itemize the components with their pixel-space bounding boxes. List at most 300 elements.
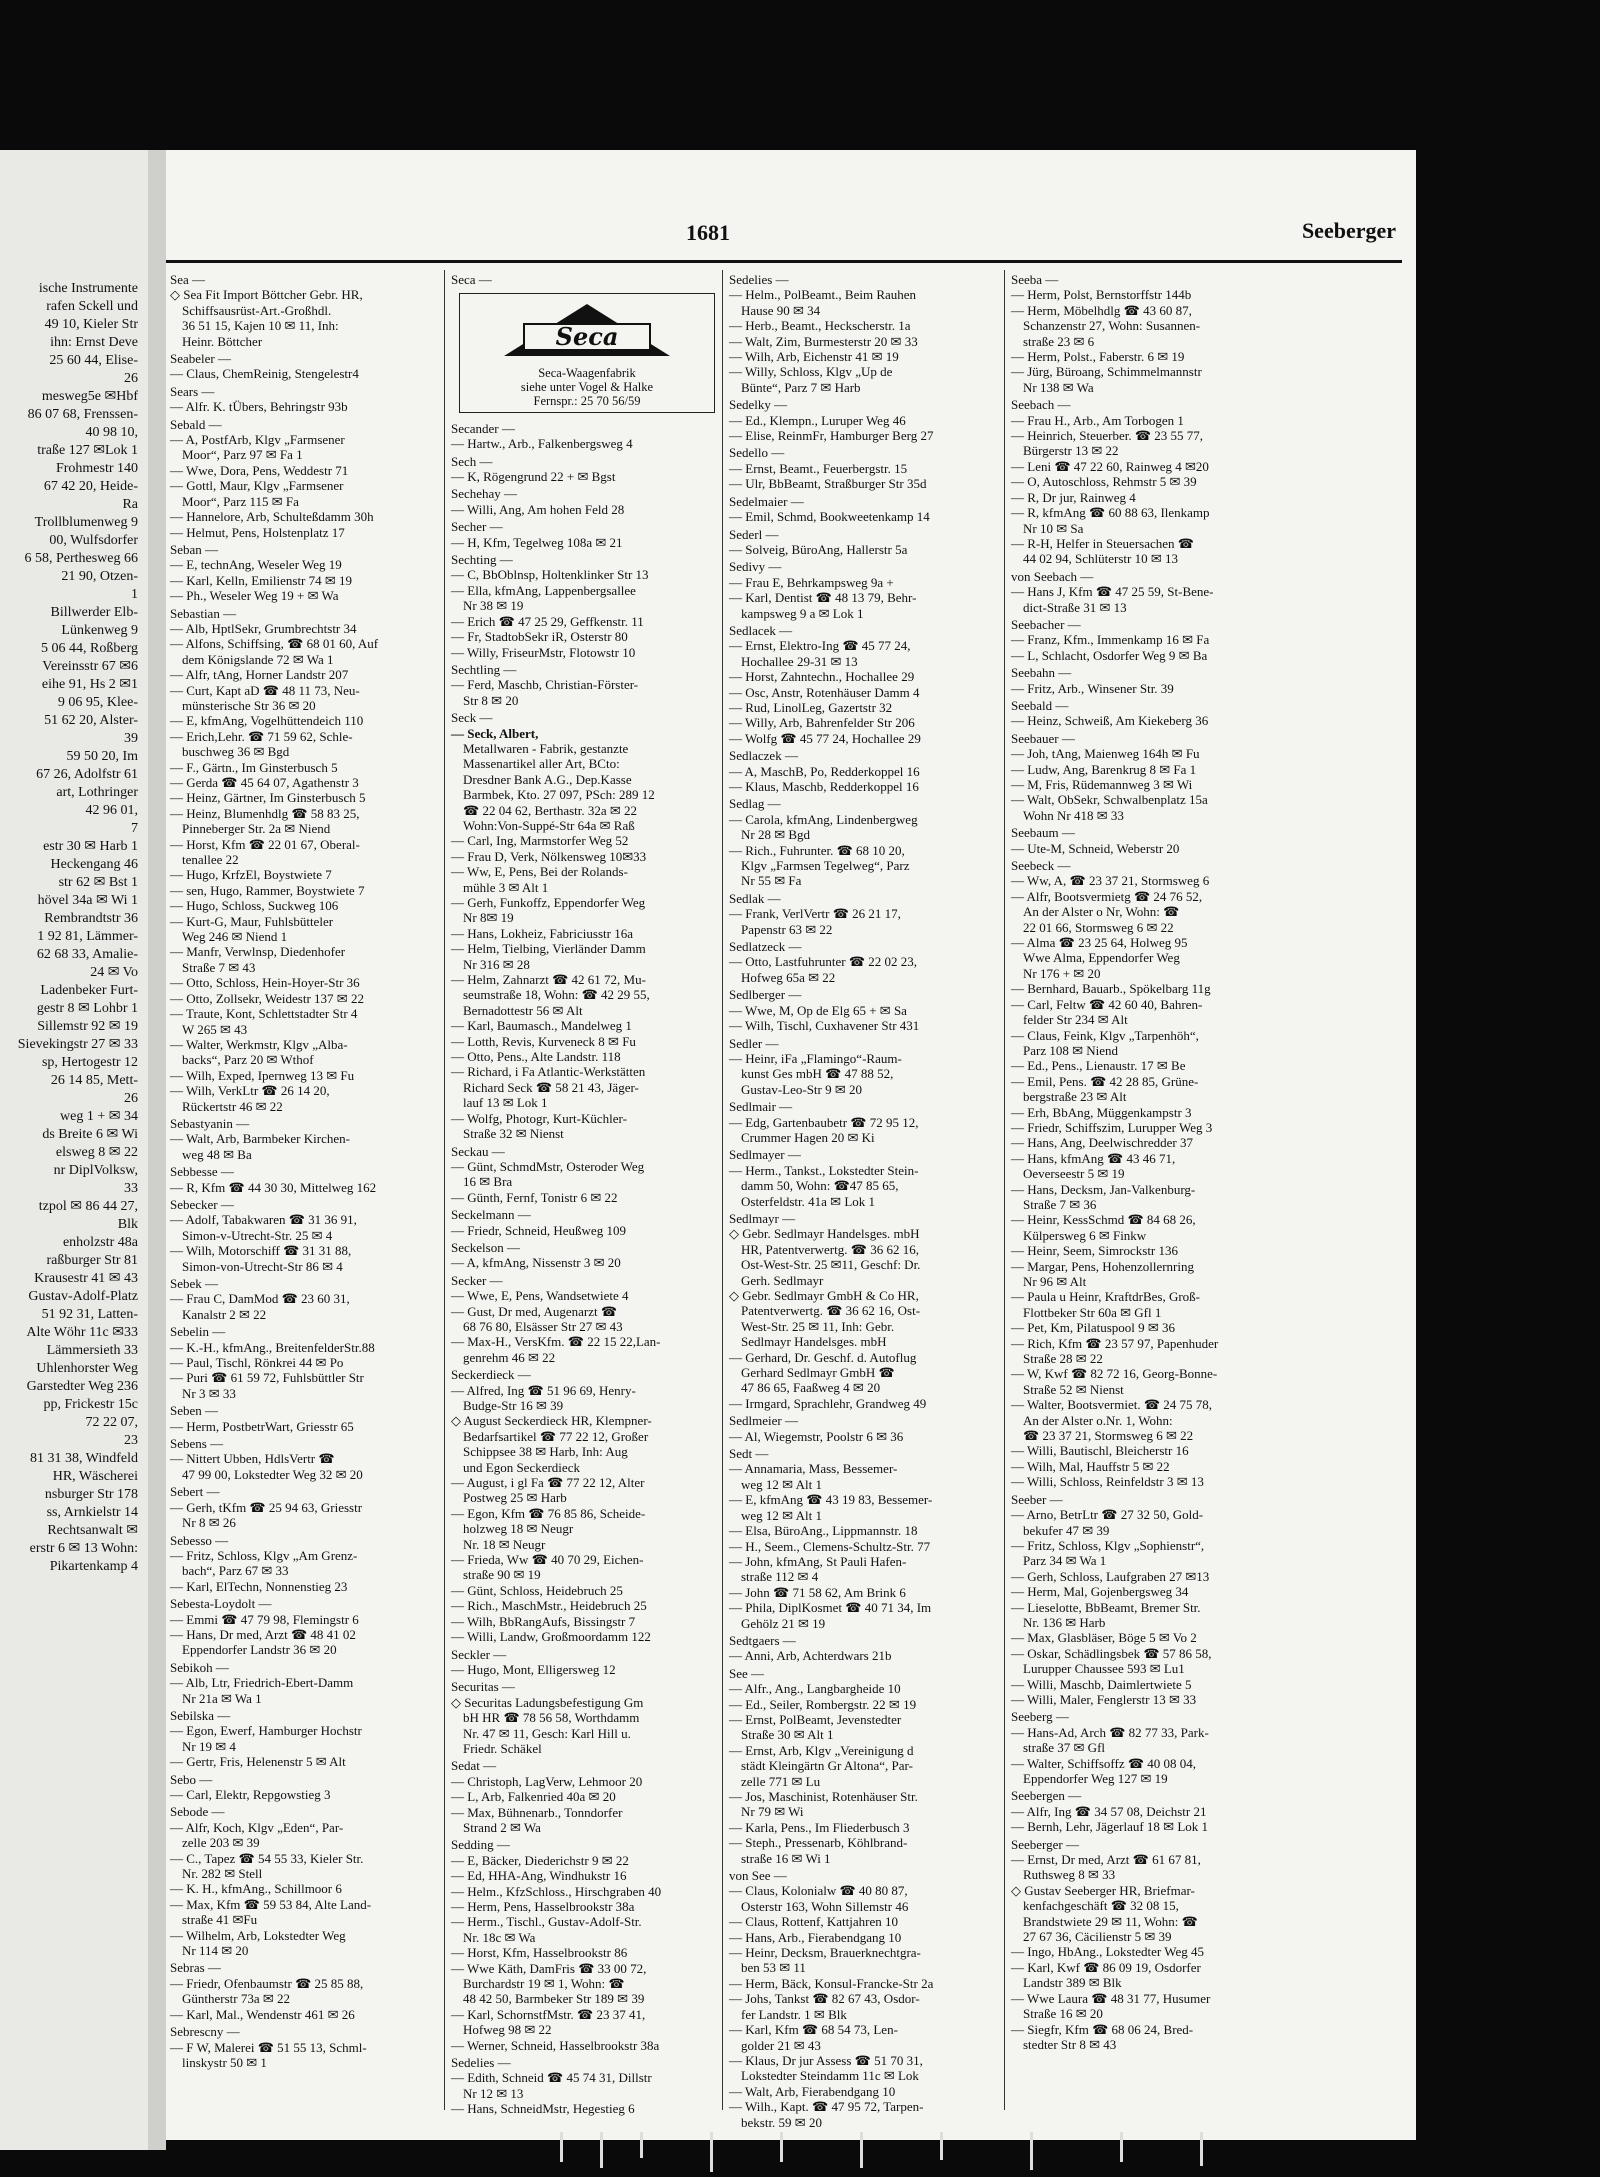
- surname-heading: Sedivy —: [729, 559, 782, 575]
- directory-entry: holzweg 18 ✉ Neugr: [463, 1521, 574, 1537]
- book-gutter: [148, 150, 166, 2150]
- directory-entry: — Horst, Zahntechn., Hochallee 29: [729, 669, 915, 685]
- left-page-line: Ra: [122, 497, 138, 512]
- directory-entry: Nr 55 ✉ Fa: [741, 873, 802, 889]
- surname-heading: Sedlag —: [729, 796, 781, 812]
- surname-heading: Sedlberger —: [729, 987, 802, 1003]
- surname-heading: Sechting —: [451, 552, 513, 568]
- surname-heading: Seckler —: [451, 1646, 507, 1662]
- directory-entry: — Claus, Feink, Klgv „Tarpenhöh“,: [1011, 1027, 1199, 1043]
- surname-heading: Seabeler —: [170, 351, 232, 367]
- surname-heading: Sedelky —: [729, 397, 788, 413]
- directory-entry: — Frau D, Verk, Nölkensweg 10✉33: [451, 848, 647, 864]
- directory-entry: — Willi, Bautischl, Bleicherstr 16: [1011, 1443, 1189, 1459]
- directory-entry: straße 23 ✉ 6: [1023, 333, 1095, 349]
- directory-entry: — Elise, ReinmFr, Hamburger Berg 27: [729, 428, 934, 444]
- surname-heading: Seckelmann —: [451, 1207, 531, 1223]
- directory-entry: straße 41 ✉Fu: [182, 1912, 258, 1928]
- directory-entry: — Carl, Feltw ☎ 42 60 40, Bahren-: [1011, 996, 1203, 1012]
- directory-entry: Nr 96 ✉ Alt: [1023, 1274, 1087, 1289]
- directory-entry: — Otto, Zollsekr, Weidestr 137 ✉ 22: [170, 990, 364, 1006]
- directory-entry: — Nittert Ubben, HdlsVertr ☎: [170, 1451, 335, 1467]
- directory-entry: — Franz, Kfm., Immenkamp 16 ✉ Fa: [1011, 632, 1210, 648]
- directory-entry: — Karla, Pens., Im Fliederbusch 3: [729, 1819, 910, 1835]
- directory-entry: — Ed., Seiler, Rombergstr. 22 ✉ 19: [729, 1696, 917, 1712]
- directory-entry: — Ernst, Dr med, Arzt ☎ 61 67 81,: [1011, 1852, 1201, 1868]
- left-page-line: 5 06 44, Roßberg: [41, 641, 138, 656]
- directory-entry: — Frank, VerlVertr ☎ 26 21 17,: [729, 906, 901, 922]
- directory-entry: — Helm., PolBeamt., Beim Rauhen: [729, 287, 917, 303]
- directory-entry: — E, kfmAng ☎ 43 19 83, Bessemer-: [729, 1492, 933, 1508]
- directory-entry: — Egon, Kfm ☎ 76 85 86, Scheide-: [451, 1505, 646, 1521]
- left-page-line: Alte Wöhr 11c ✉33: [26, 1325, 138, 1340]
- left-page-text: [0, 280, 138, 1576]
- directory-entry: — Max-H., VersKfm. ☎ 22 15 22,Lan-: [451, 1334, 661, 1350]
- left-page-line: Rembrandtstr 36: [44, 911, 138, 926]
- surname-heading: Sebert —: [170, 1484, 220, 1500]
- directory-entry: — C, BbOblnsp, Holtenklinker Str 13: [451, 567, 649, 583]
- directory-entry: — Wwe, M, Op de Elg 65 + ✉ Sa: [729, 1002, 907, 1018]
- directory-entry: Heinr. Böttcher: [182, 333, 263, 349]
- directory-entry: kampsweg 9 a ✉ Lok 1: [741, 605, 864, 621]
- surname-heading: Seban —: [170, 541, 219, 557]
- directory-entry: — Herm., Tischl., Gustav-Adolf-Str.: [451, 1914, 642, 1930]
- directory-entry: Schiffsausrüst-Art.-Großhdl.: [182, 302, 332, 318]
- left-page-line: Billwerder Elb-: [50, 605, 138, 620]
- directory-entry: — Gust, Dr med, Augenarzt ☎: [451, 1303, 618, 1319]
- film-edge-marks: [560, 2132, 1260, 2177]
- directory-entry: — Gerhard, Dr. Geschf. d. Autoflug: [729, 1349, 917, 1365]
- directory-entry: An der Alster o.Nr. 1, Wohn:: [1023, 1412, 1173, 1428]
- surname-heading: Sedding —: [451, 1837, 510, 1853]
- directory-entry: — Christoph, LagVerw, Lehmoor 20: [451, 1773, 643, 1789]
- directory-entry: W 265 ✉ 43: [182, 1021, 248, 1037]
- directory-entry: — A, kfmAng, Nissenstr 3 ✉ 20: [451, 1255, 621, 1271]
- surname-heading: Sedlak —: [729, 890, 781, 906]
- left-page-line: ische Instrumente: [38, 281, 138, 296]
- directory-entry: — Gertr, Fris, Helenenstr 5 ✉ Alt: [170, 1754, 346, 1770]
- directory-entry: Eppendorfer Landstr 36 ✉ 20: [182, 1642, 337, 1658]
- directory-entry: — Hans, SchneidMstr, Hegestieg 6: [451, 2101, 635, 2117]
- header-rule: [166, 260, 1402, 263]
- left-page-line: elsweg 8 ✉ 22: [55, 1145, 138, 1160]
- directory-entry: — Traute, Kont, Schlettstadter Str 4: [170, 1006, 358, 1022]
- left-page-line: 26: [124, 1091, 138, 1106]
- directory-entry: Kanalstr 2 ✉ 22: [182, 1306, 267, 1322]
- directory-entry: — Ed., Klempn., Luruper Weg 46: [729, 412, 906, 428]
- column-2-entries: [451, 421, 723, 2117]
- directory-entry: — Pet, Km, Pilatuspool 9 ✉ 36: [1011, 1320, 1176, 1336]
- directory-entry: Nr 12 ✉ 13: [463, 2085, 524, 2101]
- directory-entry: — Hugo, KrfzEl, Boystwiete 7: [170, 867, 332, 883]
- directory-entry: — K, Rögengrund 22 + ✉ Bgst: [451, 469, 616, 485]
- surname-heading: Seeberg —: [1011, 1709, 1069, 1725]
- directory-entry: Bernadottestr 56 ✉ Alt: [463, 1002, 583, 1018]
- directory-entry: — Lotth, Revis, Kurveneck 8 ✉ Fu: [451, 1033, 636, 1049]
- directory-entry: — R, Kfm ☎ 44 30 30, Mittelweg 162: [170, 1179, 377, 1195]
- directory-entry: Parz 108 ✉ Niend: [1023, 1042, 1119, 1058]
- directory-entry: — Karl, Kwf ☎ 86 09 19, Osdorfer: [1011, 1959, 1201, 1975]
- directory-entry: backs“, Parz 20 ✉ Wthof: [182, 1052, 314, 1068]
- surname-heading: Secker —: [451, 1272, 503, 1288]
- surname-heading: Sedtgaers —: [729, 1632, 796, 1648]
- directory-entry: Brandstwiete 29 ✉ 11, Wohn: ☎: [1023, 1913, 1198, 1929]
- directory-entry: — sen, Hugo, Rammer, Boystwiete 7: [170, 882, 365, 898]
- directory-entry: — Carl, Elektr, Repgowstieg 3: [170, 1787, 331, 1802]
- directory-entry: — Hans, Dr med, Arzt ☎ 48 41 02: [170, 1626, 356, 1642]
- directory-entry: straße 90 ✉ 19: [463, 1567, 541, 1583]
- directory-entry: dem Königslande 72 ✉ Wa 1: [182, 651, 334, 667]
- surname-heading: Seckelson —: [451, 1239, 520, 1255]
- directory-entry: — Walter, Schiffsoffz ☎ 40 08 04,: [1011, 1755, 1197, 1771]
- directory-entry: Parz 34 ✉ Wa 1: [1023, 1553, 1107, 1569]
- directory-entry: stedter Str 8 ✉ 43: [1023, 2036, 1117, 2052]
- surname-heading: Sech —: [451, 453, 493, 469]
- directory-entry: Nr 10 ✉ Sa: [1023, 520, 1084, 536]
- directory-entry: Oeverseestr 5 ✉ 19: [1023, 1166, 1125, 1182]
- directory-entry: — E, technAng, Weseler Weg 19: [170, 557, 342, 573]
- left-page-line: enholzstr 48a: [62, 1235, 138, 1250]
- directory-entry: Crummer Hagen 20 ✉ Ki: [741, 1129, 875, 1145]
- directory-entry: — Gerh, Funkoffz, Eppendorfer Weg: [451, 895, 646, 910]
- surname-heading: Seck —: [451, 710, 493, 726]
- left-page-line: nr DiplVolksw,: [53, 1163, 138, 1178]
- seca-logo-text: Seca: [555, 322, 619, 352]
- directory-entry: — Manfr, Verwlnsp, Diedenhofer: [170, 944, 346, 960]
- directory-entry: — Hugo, Mont, Elligersweg 12: [451, 1661, 616, 1677]
- directory-entry: Külpersweg 6 ✉ Finkw: [1023, 1227, 1147, 1243]
- directory-entry: — W, Kwf ☎ 82 72 16, Georg-Bonne-: [1011, 1366, 1218, 1382]
- directory-entry: — Seck, Albert,: [451, 725, 539, 741]
- directory-entry: Budge-Str 16 ✉ 39: [463, 1398, 564, 1413]
- directory-entry: — Hans J, Kfm ☎ 47 25 59, St-Bene-: [1011, 584, 1214, 600]
- directory-entry: — Margar, Pens, Hohenzollernring: [1011, 1258, 1195, 1274]
- surname-heading: Sea —: [170, 272, 206, 287]
- directory-entry: — O, Autoschloss, Rehmstr 5 ✉ 39: [1011, 474, 1197, 490]
- directory-entry: — Carola, kfmAng, Lindenbergweg: [729, 811, 918, 827]
- directory-entry: — M, Fris, Rüdemannweg 3 ✉ Wi: [1011, 777, 1193, 792]
- directory-entry: — Rich., MaschMstr., Heidebruch 25: [451, 1598, 647, 1614]
- directory-entry: — Herm, Pens, Hasselbrookstr 38a: [451, 1899, 635, 1914]
- directory-entry: Simon-von-Utrecht-Str 86 ✉ 4: [182, 1258, 343, 1274]
- directory-entry: ☎ 22 04 62, Berthastr. 32a ✉ 22: [463, 802, 638, 818]
- running-head: Seeberger: [1301, 218, 1396, 243]
- directory-entry: — Ingo, HbAng., Lokstedter Weg 45: [1011, 1944, 1204, 1960]
- surname-heading: Sederl —: [729, 526, 779, 542]
- directory-entry: — August, i gl Fa ☎ 77 22 12, Alter: [451, 1475, 645, 1491]
- directory-entry: Nr 114 ✉ 20: [182, 1943, 249, 1959]
- left-page-line: 67 26, Adolfstr 61: [36, 767, 138, 782]
- directory-entry: — Rich., Fuhrunter. ☎ 68 10 20,: [729, 842, 905, 858]
- directory-entry: — Heinr, Decksm, Brauerknechtgra-: [729, 1945, 921, 1961]
- directory-entry: — Alb, HptlSekr, Grumbrechtstr 34: [170, 620, 357, 636]
- directory-entry: — Emil, Schmd, Bookweetenkamp 14: [729, 509, 930, 525]
- surname-heading: Sebbesse —: [170, 1164, 234, 1180]
- directory-entry: Straße 7 ✉ 36: [1023, 1196, 1097, 1212]
- directory-entry: Straße 16 ✉ 20: [1023, 2006, 1103, 2022]
- directory-entry: — Willi, Landw, Großmoordamm 122: [451, 1629, 651, 1645]
- directory-entry: buschweg 36 ✉ Bgd: [182, 744, 290, 760]
- directory-entry: genrehm 46 ✉ 22: [463, 1349, 556, 1365]
- directory-entry: — A, PostfArb, Klgv „Farmsener: [170, 432, 345, 448]
- seca-advertisement: [459, 293, 715, 412]
- left-page-line: 00, Wulfsdorfer: [49, 533, 138, 548]
- left-page-line: 23: [124, 1433, 138, 1448]
- directory-entry: — Walt, Arb, Barmbeker Kirchen-: [170, 1131, 350, 1147]
- left-page-line: erstr 6 ✉ 13 Wohn:: [29, 1541, 138, 1556]
- directory-entry: Nr 3 ✉ 33: [182, 1385, 236, 1401]
- left-page-line: 42 96 01,: [85, 803, 138, 818]
- directory-entry: — Frieda, Ww ☎ 40 70 29, Eichen-: [451, 1552, 644, 1568]
- directory-entry: seumstraße 18, Wohn: ☎ 42 29 55,: [463, 987, 650, 1003]
- left-page-line: 62 68 33, Amalie-: [36, 947, 138, 962]
- seca-logo: [502, 302, 672, 358]
- surname-heading: Sedlmair —: [729, 1099, 793, 1115]
- directory-entry: Gerhard Sedlmayr GmbH ☎: [741, 1365, 895, 1381]
- directory-entry: ◇ August Seckerdieck HR, Klempner-: [451, 1413, 652, 1429]
- surname-heading: Sears —: [170, 383, 215, 399]
- directory-entry: Nr 8✉ 19: [463, 910, 514, 926]
- directory-entry: — Rud, LinolLeg, Gazertstr 32: [729, 699, 893, 715]
- left-page-line: Blk: [117, 1217, 138, 1232]
- directory-entry: — C., Tapez ☎ 54 55 33, Kieler Str.: [170, 1850, 364, 1866]
- directory-entry: — F., Gärtn., Im Ginsterbusch 5: [170, 759, 338, 775]
- directory-entry: West-Str. 25 ✉ 11, Inh: Gebr.: [741, 1318, 895, 1334]
- directory-entry: kunst Ges mbH ☎ 47 88 52,: [741, 1066, 894, 1082]
- directory-entry: 36 51 15, Kajen 10 ✉ 11, Inh:: [182, 318, 339, 334]
- directory-entry: — Egon, Ewerf, Hamburger Hochstr: [170, 1723, 362, 1739]
- left-page-line: 9 06 95, Klee-: [57, 695, 138, 710]
- directory-entry: — Paul, Tischl, Rönkrei 44 ✉ Po: [170, 1355, 344, 1371]
- left-page-line: str 62 ✉ Bst 1: [58, 875, 138, 890]
- surname-heading: Sedat —: [451, 1758, 497, 1774]
- directory-entry: — Jürg, Büroang, Schimmelmannstr: [1011, 364, 1202, 380]
- directory-entry: 27 67 36, Cäcilienstr 5 ✉ 39: [1023, 1929, 1172, 1945]
- directory-entry: — Klaus, Maschb, Redderkoppel 16: [729, 779, 919, 794]
- left-page-line: 7: [131, 821, 138, 836]
- left-page-line: 1 92 81, Lämmer-: [37, 929, 138, 944]
- left-page-line: Pikartenkamp 4: [49, 1559, 138, 1574]
- directory-entry: Nr. 18 ✉ Neugr: [463, 1536, 546, 1552]
- surname-heading: Seeber —: [1011, 1491, 1063, 1507]
- directory-entry: städt Kleingärtn Gr Altona“, Par-: [741, 1758, 913, 1774]
- directory-entry: — H., Seem., Clemens-Schultz-Str. 77: [729, 1538, 931, 1554]
- directory-entry: — Günth, Fernf, Tonistr 6 ✉ 22: [451, 1189, 618, 1205]
- directory-entry: — Herm, Polst, Bernstorffstr 144b: [1011, 287, 1192, 303]
- directory-entry: — L, Schlacht, Osdorfer Weg 9 ✉ Ba: [1011, 647, 1208, 663]
- directory-entry: — Fritz, Schloss, Klgv „Am Grenz-: [170, 1547, 358, 1563]
- left-page-line: mesweg5e ✉Hbf: [41, 389, 138, 404]
- directory-entry: — Otto, Schloss, Hein-Hoyer-Str 36: [170, 975, 360, 991]
- left-page-line: 49 10, Kieler Str: [44, 317, 138, 332]
- directory-entry: Flottbeker Str 60a ✉ Gfl 1: [1023, 1304, 1162, 1320]
- directory-entry: Eppendorfer Weg 127 ✉ 19: [1023, 1771, 1168, 1786]
- directory-entry: Postweg 25 ✉ Harb: [463, 1490, 567, 1506]
- directory-entry: Güntherstr 73a ✉ 22: [182, 1991, 291, 2007]
- directory-entry: bergstraße 23 ✉ Alt: [1023, 1089, 1127, 1105]
- left-page-line: 86 07 68, Frenssen-: [27, 407, 138, 422]
- directory-entry: — K. H., kfmAng., Schillmoor 6: [170, 1881, 342, 1897]
- left-page-line: Garstedter Weg 236: [26, 1379, 138, 1394]
- surname-heading: Sebode —: [170, 1804, 225, 1820]
- seca-ad-line2: siehe unter Vogel & Halke: [520, 379, 654, 394]
- directory-entry: — Herm, Möbelhdlg ☎ 43 60 87,: [1011, 302, 1192, 318]
- directory-entry: — Erich ☎ 47 25 29, Geffkenstr. 11: [451, 613, 644, 629]
- directory-entry: 22 01 66, Stormsweg 6 ✉ 22: [1023, 919, 1174, 935]
- directory-entry: — Alfred, Ing ☎ 51 96 69, Henry-: [451, 1382, 636, 1398]
- directory-entry: — Wwe, Dora, Pens, Weddestr 71: [170, 462, 349, 478]
- directory-entry: Straße 30 ✉ Alt 1: [741, 1727, 834, 1743]
- directory-entry: — Ed, HHA-Ang, Windhukstr 16: [451, 1868, 627, 1884]
- left-page-line: Frohmestr 140: [55, 461, 138, 476]
- directory-entry: — Karl, Mal., Wendenstr 461 ✉ 26: [170, 2006, 355, 2022]
- surname-heading: Sedlmayr —: [729, 1210, 796, 1226]
- left-page-line: tzpol ✉ 86 44 27,: [38, 1199, 138, 1214]
- directory-entry: — E, Bäcker, Diederichstr 9 ✉ 22: [451, 1852, 629, 1868]
- left-page-line: HR, Wäscherei: [52, 1469, 138, 1484]
- directory-entry: ◇ Gustav Seeberger HR, Briefmar-: [1011, 1882, 1195, 1898]
- directory-entry: — Frau C, DamMod ☎ 23 60 31,: [170, 1291, 350, 1307]
- directory-entry: 44 02 94, Schlüterstr 10 ✉ 13: [1023, 551, 1178, 567]
- directory-entry: Straße 7 ✉ 43: [182, 959, 256, 975]
- directory-entry: Nr. 18c ✉ Wa: [463, 1929, 536, 1945]
- left-page-line: 67 42 20, Heide-: [43, 479, 138, 494]
- directory-entry: — Alfr. K. tÜbers, Behringstr 93b: [170, 399, 348, 415]
- directory-entry: — Heinr, iFa „Flamingo“-Raum-: [729, 1050, 902, 1066]
- left-page-line: 1: [131, 587, 138, 602]
- directory-entry: — Ludw, Ang, Barenkrug 8 ✉ Fa 1: [1011, 761, 1197, 777]
- directory-entry: — Hans-Ad, Arch ☎ 82 77 33, Park-: [1011, 1724, 1209, 1740]
- directory-entry: Nr 38 ✉ 19: [463, 598, 524, 614]
- directory-entry: — Karl, Kfm ☎ 68 54 73, Len-: [729, 2022, 898, 2038]
- directory-entry: weg 12 ✉ Alt 1: [741, 1476, 822, 1492]
- directory-entry: — Alfr, Bootsvermietg ☎ 24 76 52,: [1011, 888, 1203, 904]
- directory-entry: — Hugo, Schloss, Suckweg 106: [170, 898, 339, 914]
- directory-entry: — Oskar, Schädlingsbek ☎ 57 86 58,: [1011, 1645, 1212, 1661]
- directory-entry: — Herb., Beamt., Heckscherstr. 1a: [729, 318, 911, 334]
- directory-entry: Wwe Alma, Eppendorfer Weg: [1023, 950, 1180, 966]
- directory-entry: — Friedr, Schneid, Heußweg 109: [451, 1222, 626, 1238]
- directory-entry: — Puri ☎ 61 59 72, Fuhlsbüttler Str: [170, 1370, 364, 1386]
- directory-entry: — H, Kfm, Tegelweg 108a ✉ 21: [451, 534, 623, 550]
- directory-entry: — Walter, Werkmstr, Klgv „Alba-: [170, 1036, 348, 1052]
- directory-entry: — Alfr, tAng, Horner Landstr 207: [170, 667, 349, 683]
- directory-entry: Lurupper Chaussee 593 ✉ Lu1: [1023, 1661, 1185, 1677]
- directory-entry: — Herm., Tankst., Lokstedter Stein-: [729, 1162, 919, 1178]
- directory-entry: zelle 203 ✉ 39: [182, 1835, 260, 1851]
- directory-entry: Massenartikel aller Art, BCto:: [463, 756, 620, 772]
- surname-heading: Sebelin —: [170, 1324, 226, 1340]
- directory-entry: — Walter, Bootsvermiet. ☎ 24 75 78,: [1011, 1397, 1213, 1413]
- directory-entry: 47 99 00, Lokstedter Weg 32 ✉ 20: [182, 1466, 363, 1482]
- directory-entry: — Adolf, Tabakwaren ☎ 31 36 91,: [170, 1212, 357, 1228]
- directory-entry: — Wolfg ☎ 45 77 24, Hochallee 29: [729, 730, 921, 746]
- directory-entry: — John ☎ 71 58 62, Am Brink 6: [729, 1584, 906, 1600]
- surname-heading: Sedler —: [729, 1035, 779, 1051]
- directory-entry: — Claus, Rottenf, Kattjahren 10: [729, 1914, 898, 1930]
- directory-entry: bH HR ☎ 78 56 58, Worthdamm: [463, 1710, 640, 1726]
- directory-entry: ◇ Gebr. Sedlmayr Handelsges. mbH: [729, 1226, 920, 1242]
- directory-entry: straße 16 ✉ Wi 1: [741, 1850, 831, 1866]
- directory-entry: — Ph., Weseler Weg 19 + ✉ Wa: [170, 588, 339, 604]
- surname-heading: Seebald —: [1011, 697, 1069, 713]
- directory-entry: — Hans, kfmAng ☎ 43 46 71,: [1011, 1150, 1176, 1166]
- directory-entry: — Erich,Lehr. ☎ 71 59 62, Schle-: [170, 728, 353, 744]
- directory-entry: Hofweg 65a ✉ 22: [741, 969, 836, 985]
- directory-entry: — Bernhard, Bauarb., Spökelbarg 11g: [1011, 981, 1211, 997]
- directory-entry: — Joh, tAng, Maienweg 164h ✉ Fu: [1011, 746, 1200, 762]
- directory-entry: tenallee 22: [182, 852, 239, 868]
- left-page-line: Rechtsanwalt ✉: [47, 1523, 138, 1538]
- left-page-line: eihe 91, Hs 2 ✉1: [41, 677, 138, 692]
- directory-entry: — Horst, Kfm, Hasselbrookstr 86: [451, 1945, 628, 1961]
- directory-entry: bekstr. 59 ✉ 20: [741, 2114, 822, 2130]
- directory-entry: — Solveig, BüroAng, Hallerstr 5a: [729, 541, 908, 557]
- surname-heading: Seben —: [170, 1403, 219, 1419]
- directory-entry: Nr 8 ✉ 26: [182, 1515, 236, 1531]
- left-page-fragment: [0, 150, 148, 2150]
- directory-entry: münsterische Str 36 ✉ 20: [182, 697, 316, 713]
- directory-entry: — Wilhelm, Arb, Lokstedter Weg: [170, 1927, 346, 1943]
- surname-heading: Sebastian —: [170, 605, 237, 621]
- surname-heading: von See —: [729, 1868, 787, 1884]
- left-page-line: weg 1 + ✉ 34: [60, 1109, 138, 1124]
- directory-entry: Nr 316 ✉ 28: [463, 956, 530, 972]
- directory-entry: Osterstr 163, Wohn Sillemstr 46: [741, 1898, 909, 1914]
- surname-heading: Seebauer —: [1011, 730, 1075, 746]
- directory-entry: — Wilh, Exped, Ipernweg 13 ✉ Fu: [170, 1067, 355, 1083]
- surname-heading: Sebilska —: [170, 1707, 231, 1723]
- directory-entry: ◇ Securitas Ladungsbefestigung Gm: [451, 1694, 644, 1710]
- left-page-line: Uhlenhorster Weg: [36, 1361, 138, 1376]
- directory-entry: Lokstedter Steindamm 11c ✉ Lok: [741, 2068, 919, 2084]
- left-page-line: Lünkenweg 9: [61, 623, 138, 638]
- directory-entry: ◇ Sea Fit Import Böttcher Gebr. HR,: [170, 287, 363, 303]
- left-page-line: estr 30 ✉ Harb 1: [43, 839, 138, 854]
- left-page-line: 72 22 07,: [85, 1415, 138, 1430]
- directory-entry: Osterfeldstr. 41a ✉ Lok 1: [741, 1193, 876, 1209]
- column-4: [1004, 270, 1291, 2110]
- directory-entry: HR, Patentverwertg. ☎ 36 62 16,: [741, 1241, 919, 1257]
- directory-entry: — Carl, Ing, Marmstorfer Weg 52: [451, 833, 629, 849]
- directory-entry: — Osc, Anstr, Rotenhäuser Damm 4: [729, 684, 920, 700]
- surname-heading: Sebesso —: [170, 1532, 229, 1548]
- directory-entry: — Fr, StadtobSekr iR, Osterstr 80: [451, 629, 628, 645]
- directory-entry: Metallwaren - Fabrik, gestanzte: [463, 740, 629, 756]
- directory-entry: — Wilh, Motorschiff ☎ 31 31 88,: [170, 1243, 352, 1259]
- directory-entry: — Willi, Schloss, Reinfeldstr 3 ✉ 13: [1011, 1474, 1204, 1490]
- directory-entry: — Willi, Ang, Am hohen Feld 28: [451, 501, 625, 517]
- directory-entry: — Gerh, tKfm ☎ 25 94 63, Griesstr: [170, 1499, 363, 1515]
- directory-entry: Nr. 282 ✉ Stell: [182, 1866, 263, 1882]
- directory-entry: — Wilh, Arb, Eichenstr 41 ✉ 19: [729, 349, 899, 365]
- directory-entry: — Ww, E, Pens, Bei der Rolands-: [451, 864, 628, 880]
- directory-entry: dict-Straße 31 ✉ 13: [1023, 599, 1127, 615]
- directory-entry: Nr 176 + ✉ 20: [1023, 965, 1101, 981]
- surname-heading: Seckerdieck —: [451, 1367, 531, 1383]
- surname-heading: Sedelies —: [451, 2055, 511, 2071]
- directory-entry: — Helm, Zahnarzt ☎ 42 61 72, Mu-: [451, 972, 646, 988]
- left-page-line: pp, Frickestr 15c: [43, 1397, 138, 1412]
- directory-entry: bach“, Parz 67 ✉ 33: [182, 1563, 289, 1579]
- surname-heading: von Seebach —: [1011, 568, 1094, 584]
- directory-entry: — Heinr, Seem, Simrockstr 136: [1011, 1243, 1179, 1259]
- directory-entry: fer Landstr. 1 ✉ Blk: [741, 2006, 847, 2022]
- directory-entry: — Otto, Lastfuhrunter ☎ 22 02 23,: [729, 954, 918, 970]
- directory-entry: — Helmut, Pens, Holstenplatz 17: [170, 524, 345, 540]
- directory-entry: Barmbek, Kto. 27 097, PSch: 289 12: [463, 787, 655, 803]
- directory-entry: — Karl, ElTechn, Nonnenstieg 23: [170, 1578, 348, 1594]
